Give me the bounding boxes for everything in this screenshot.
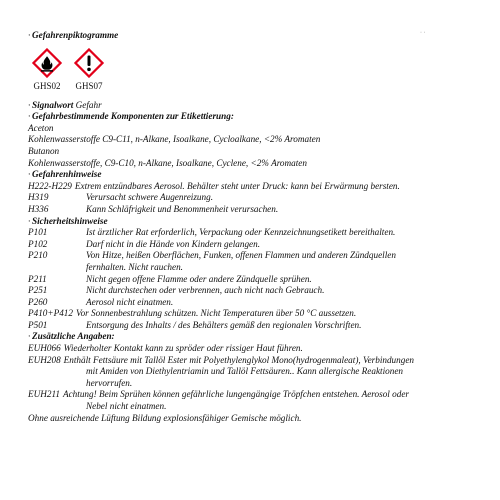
additional-statement xyxy=(28,355,494,367)
safety-statement xyxy=(28,274,494,286)
signal-word-value: Gefahr xyxy=(75,99,102,110)
pictograms-heading: · Gefahrenpiktogramme xyxy=(28,30,119,40)
safety-statement xyxy=(28,297,494,309)
statement-text: Nicht durchstechen oder verbrennen, auch nicht nach Gebrauch. xyxy=(86,285,325,296)
statement-code: P260 xyxy=(28,296,48,307)
pictograms-title: Gefahrenpiktogramme xyxy=(32,30,119,40)
statement-code: EUH208 xyxy=(28,354,61,365)
additional-statement xyxy=(28,389,494,401)
pictogram-label: GHS02 xyxy=(33,80,61,91)
statement-continuation: fernhalten. Nicht rauchen. xyxy=(86,261,183,272)
component-line: Kohlenwasserstoffe, C9-C10, n-Alkane, Isoalkane, Cyclene, <2% Aromaten xyxy=(28,157,307,168)
safety-title: Sicherheitshinweise xyxy=(32,215,108,226)
statement-code: EUH211 xyxy=(28,389,60,400)
statement-code: H319 xyxy=(28,192,49,203)
exclamation-hazard-icon xyxy=(74,48,104,78)
additional-footer: Ohne ausreichende Lüftung Bildung explosionsfähiger Gemische möglich. xyxy=(28,412,302,423)
statement-code: H222-H229 xyxy=(28,180,72,191)
statement-text: Aerosol nicht einatmen. xyxy=(86,296,174,307)
statement-text: Nicht gegen offene Flamme oder andere Zündquelle sprühen. xyxy=(86,273,312,284)
pictogram-ghs07 xyxy=(70,48,108,91)
hazard-statement xyxy=(28,181,494,193)
statement-text: Entsorgung des Inhalts / des Behälters gemäß den regionalen Vorschriften. xyxy=(86,319,362,330)
signal-word-label: Signalwort xyxy=(32,99,74,110)
statement-code: H336 xyxy=(28,203,49,214)
components-heading: · Gefahrbestimmende Komponenten zur Etikettierung: xyxy=(28,111,234,122)
flame-hazard-icon xyxy=(32,48,62,78)
statement-code: P410+P412 xyxy=(28,308,73,319)
statement-text: Wiederholter Kontakt kann zu spröder oder rissiger Haut führen. xyxy=(63,343,303,354)
pictogram-label: GHS07 xyxy=(75,80,103,91)
safety-statement xyxy=(28,250,494,262)
label-document xyxy=(28,30,494,424)
statement-code: EUH066 xyxy=(28,343,61,354)
statement-code: P210 xyxy=(28,250,48,261)
signal-word: · Signalwort Gefahr xyxy=(28,99,102,110)
statement-text: Achtung! Beim Sprühen können gefährliche lungengängige Tröpfchen entstehen. Aerosol oder xyxy=(62,389,409,400)
statement-text: Von Hitze, heißen Oberflächen, Funken, offenen Flammen und anderen Zündquellen xyxy=(86,250,396,261)
statement-text: Darf nicht in die Hände von Kindern gelangen. xyxy=(86,238,261,249)
safety-heading: · Sicherheitshinweise xyxy=(28,215,108,226)
safety-statement xyxy=(28,239,494,251)
statement-code: P501 xyxy=(28,319,48,330)
additional-heading: · Zusätzliche Angaben: xyxy=(28,331,115,342)
safety-statement xyxy=(28,320,494,332)
hazard-heading: · Gefahrenhinweise xyxy=(28,169,102,180)
statement-text: Enthält Fettsäure mit Tallöl Ester mit Polyethylenglykol Mono(hydrogenmaleat), Verbindungen xyxy=(63,354,415,365)
pictogram-row xyxy=(28,48,494,91)
statement-continuation: Nebel nicht einatmen. xyxy=(86,401,167,412)
statement-text: Verursacht schwere Augenreizung. xyxy=(86,192,213,203)
hazard-statement xyxy=(28,192,494,204)
hazard-title: Gefahrenhinweise xyxy=(32,169,102,180)
statement-text: Kann Schläfrigkeit und Benommenheit verursachen. xyxy=(86,203,279,214)
statement-code: P211 xyxy=(28,273,47,284)
additional-statement xyxy=(28,343,494,355)
additional-title: Zusätzliche Angaben: xyxy=(32,331,115,342)
statement-code: P102 xyxy=(28,238,48,249)
component-line: Butanon xyxy=(28,145,60,156)
statement-continuation: mit Amiden von Diethylentriamin und Tallöl Fettsäuren.. Kann allergische Reaktionen xyxy=(86,366,404,377)
components-title: Gefahrbestimmende Komponenten zur Etikettierung: xyxy=(32,111,234,122)
statement-text: Extrem entzündbares Aerosol. Behälter steht unter Druck: kann bei Erwärmung bersten. xyxy=(74,180,400,191)
top-marks: · · xyxy=(420,30,426,36)
statement-code: P251 xyxy=(28,285,48,296)
hazard-statement xyxy=(28,204,494,216)
statement-continuation: hervorrufen. xyxy=(86,377,133,388)
statement-text: Vor Sonnenbestrahlung schützen. Nicht Temperaturen über 50 °C aussetzen. xyxy=(76,308,357,319)
component-line: Kohlenwasserstoffe C9-C11, n-Alkane, Isoalkane, Cycloalkane, <2% Aromaten xyxy=(28,134,321,145)
statement-text: Ist ärztlicher Rat erforderlich, Verpackung oder Kennzeichnungsetikett bereithalten. xyxy=(86,227,396,238)
component-line: Aceton xyxy=(28,122,54,133)
safety-statement xyxy=(28,227,494,239)
safety-statement xyxy=(28,285,494,297)
safety-statement xyxy=(28,308,494,320)
pictogram-ghs02 xyxy=(28,48,66,91)
statement-code: P101 xyxy=(28,227,48,238)
